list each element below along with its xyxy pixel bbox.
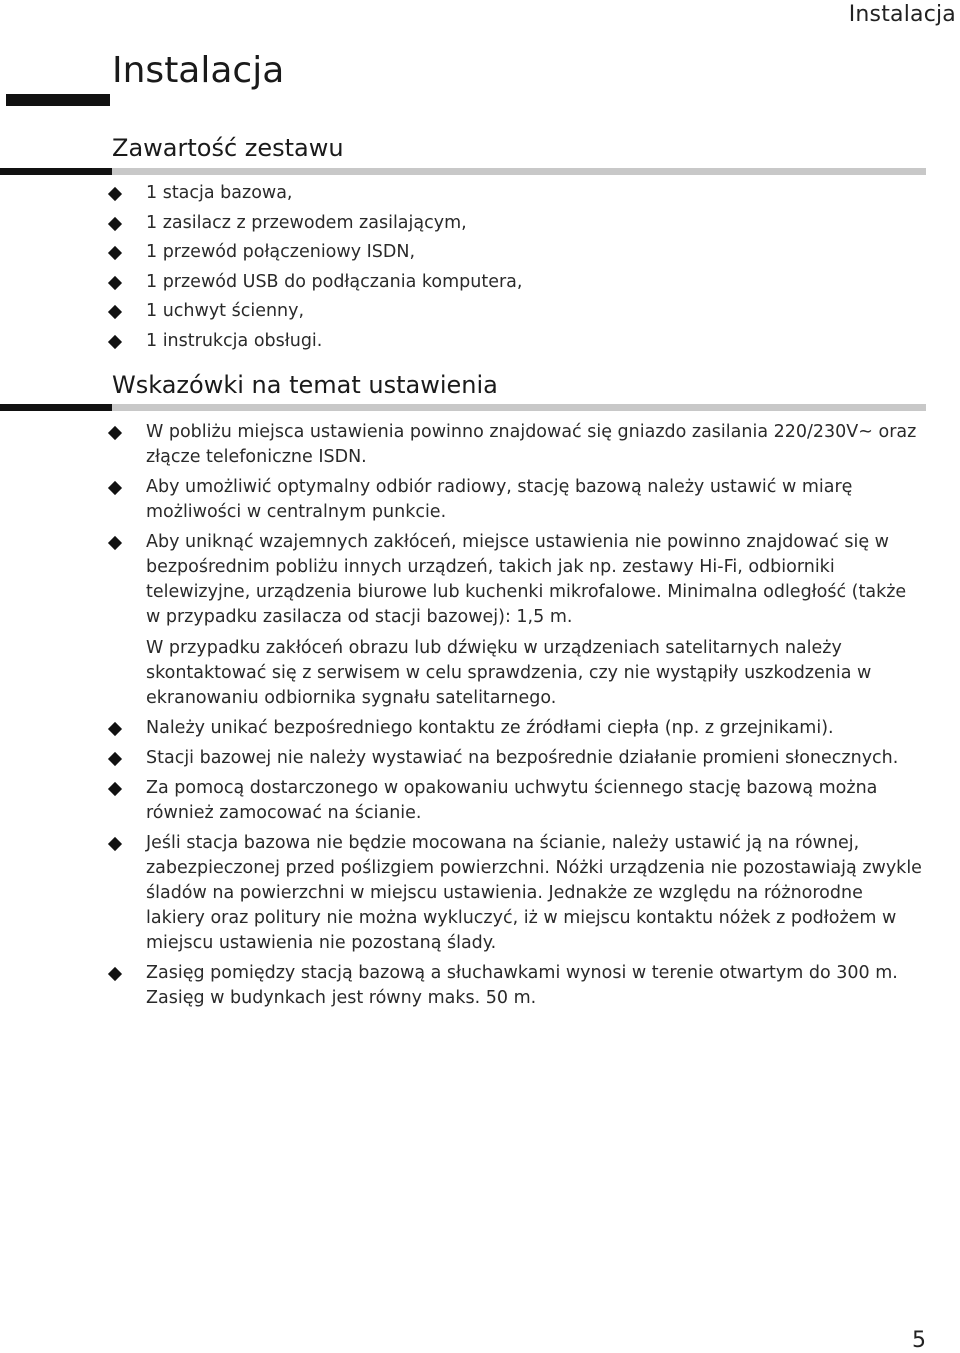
diamond-bullet-icon [108,481,122,495]
list-item: 1 przewód połączeniowy ISDN, [0,238,926,268]
diamond-bullet-icon [108,246,122,260]
diamond-bullet-icon [108,426,122,440]
diamond-bullet-icon [108,967,122,981]
section-rule-light [112,168,926,175]
diamond-bullet-icon [108,216,122,230]
list-item: Aby uniknąć wzajemnych zakłóceń, miejsce ustawienia nie powinno znajdować się w bezpośrednim pobliżu innych urządzeń, takich jak np. zestawy Hi-Fi, odbiorniki telewizyjne, urządzenia biurowe lub kuchenki mikrofalowe. Minimalna odległość (także w przypadku zasilacza od stacji bazowej): 1,5 m. W przypadku zakłóceń obrazu lub dźwięku w urządzeniach satelitarnych należy skontaktować się z serwisem w celu sprawdzenia, czy nie wystąpiły uszkodzenia w ekranowaniu odbiornika sygnału satelitarnego. [0,530,926,711]
section-heading-package-contents: Zawartość zestawu [112,134,344,162]
diamond-bullet-icon [108,837,122,851]
section-heading-placement-notes: Wskazówki na temat ustawienia [112,371,498,399]
list-item: 1 uchwyt ścienny, [0,297,926,327]
section-rule-dark [0,404,112,411]
list-item: 1 zasilacz z przewodem zasilającym, [0,209,926,239]
section-rule-dark [0,168,112,175]
list-item: W pobliżu miejsca ustawienia powinno znajdować się gniazdo zasilania 220/230V~ oraz złącze telefoniczne ISDN. [0,420,926,470]
diamond-bullet-icon [108,536,122,550]
list-item: Jeśli stacja bazowa nie będzie mocowana na ścianie, należy ustawić ją na równej, zabezpieczonej przed poślizgiem powierzchni. Nóżki urządzenia nie pozostawiają zwykle śladów na powierzchni w miejscu ustawienia. Jednakże ze względu na różnorodne lakiery oraz politury nie można wykluczyć, iż w miejscu kontaktu nóżek z podłożem w miejscu ustawienia nie pozostaną ślady. [0,831,926,956]
diamond-bullet-icon [108,722,122,736]
list-item: 1 przewód USB do podłączania komputera, [0,268,926,298]
page-title: Instalacja [112,50,285,91]
list-item-extra-paragraph: W przypadku zakłóceń obrazu lub dźwięku w urządzeniach satelitarnych należy skontaktować się z serwisem w celu sprawdzenia, czy nie wystąpiły uszkodzenia w ekranowaniu odbiornika sygnału satelitarnego. [146,638,872,708]
title-marker-bar [6,94,110,106]
diamond-bullet-icon [108,275,122,289]
diamond-bullet-icon [108,187,122,201]
diamond-bullet-icon [108,334,122,348]
placement-notes-list [0,420,926,1016]
list-item: 1 instrukcja obsługi. [0,327,926,357]
diamond-bullet-icon [108,305,122,319]
package-contents-list [0,179,926,356]
list-item: Stacji bazowej nie należy wystawiać na bezpośrednie działanie promieni słonecznych. [0,746,926,771]
page-number: 5 [912,1328,926,1353]
list-item: Za pomocą dostarczonego w opakowaniu uchwytu ściennego stację bazową można również zamocować na ścianie. [0,776,926,826]
running-header: Instalacja [848,2,956,27]
list-item: Należy unikać bezpośredniego kontaktu ze źródłami ciepła (np. z grzejnikami). [0,716,926,741]
diamond-bullet-icon [108,752,122,766]
list-item: 1 stacja bazowa, [0,179,926,209]
diamond-bullet-icon [108,782,122,796]
list-item: Aby umożliwić optymalny odbiór radiowy, stację bazową należy ustawić w miarę możliwości w centralnym punkcie. [0,475,926,525]
section-rule-light [112,404,926,411]
list-item: Zasięg pomiędzy stacją bazową a słuchawkami wynosi w terenie otwartym do 300 m. Zasięg w budynkach jest równy maks. 50 m. [0,961,926,1011]
